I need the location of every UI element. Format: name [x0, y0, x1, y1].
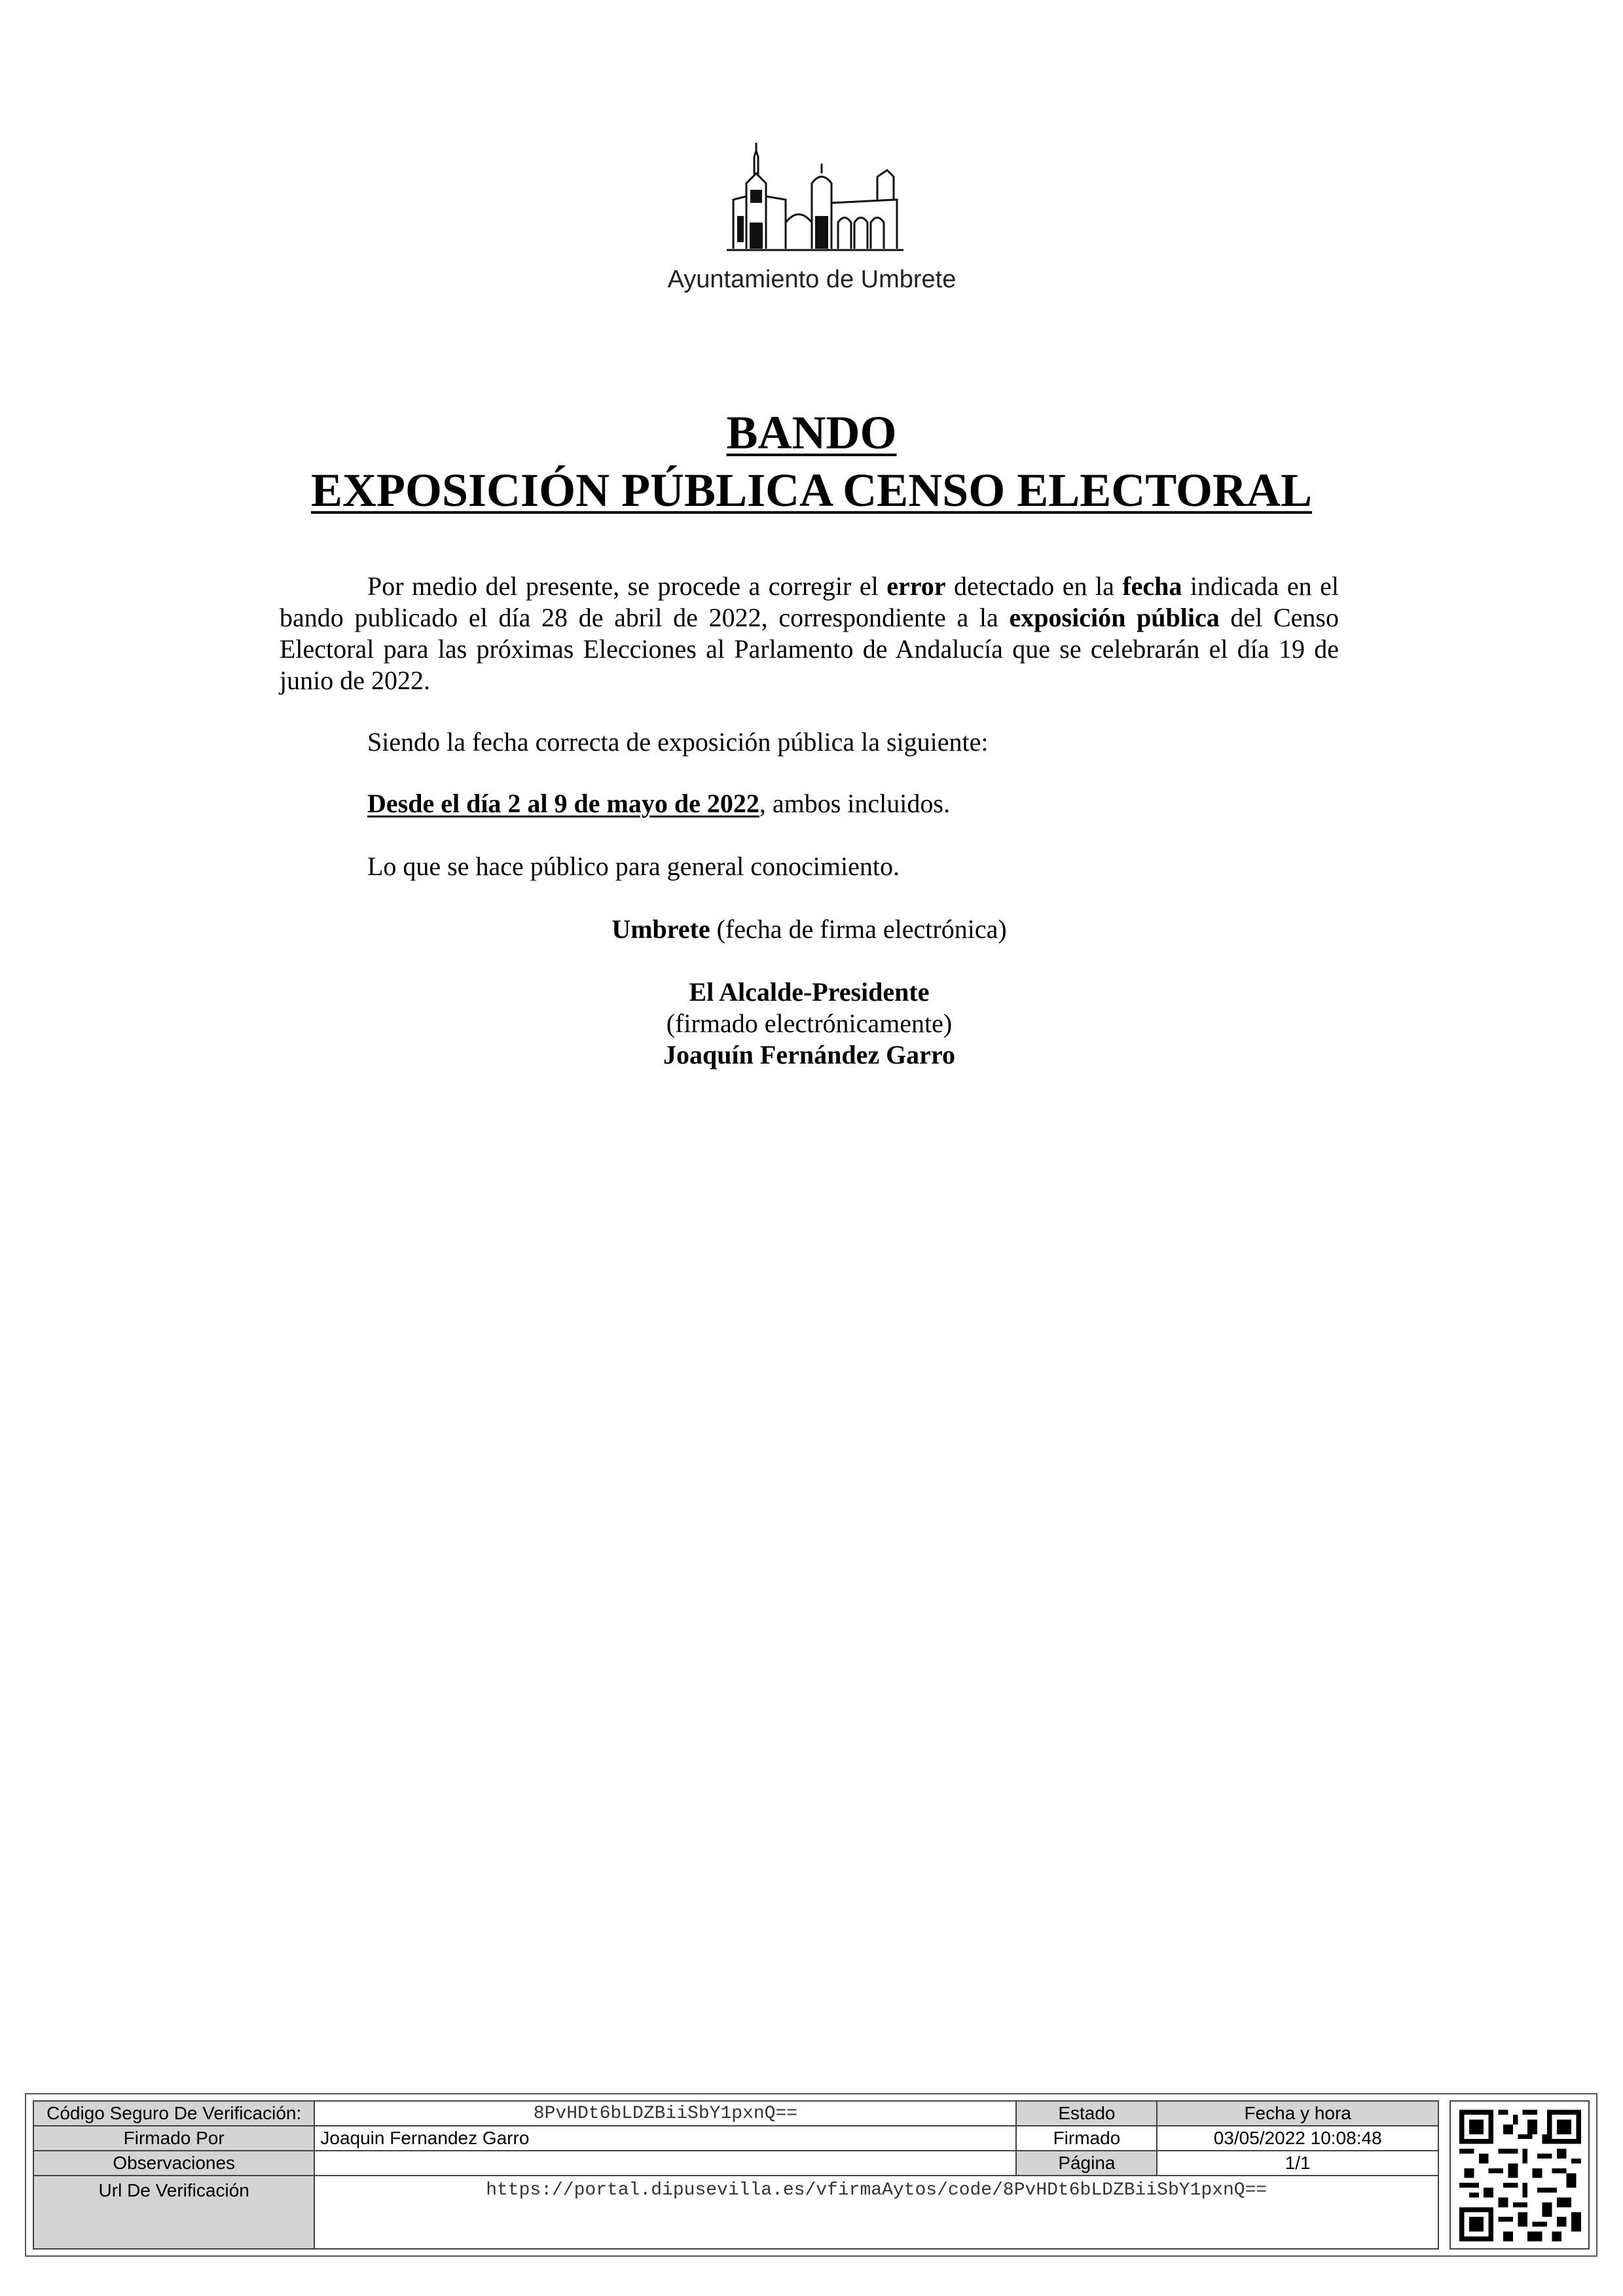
table-row — [33, 2176, 1438, 2249]
table-row — [33, 2151, 1438, 2176]
estado-label: Estado — [1016, 2101, 1157, 2126]
document-subtitle: EXPOSICIÓN PÚBLICA CENSO ELECTORAL — [310, 464, 1312, 516]
intro-paragraph — [280, 571, 1339, 696]
qr-code[interactable] — [1450, 2100, 1590, 2250]
estado-value: Firmado — [1016, 2126, 1157, 2151]
text-run: Por medio del presente, se procede a corregir el — [367, 571, 887, 601]
firmado-label: Firmado Por — [33, 2126, 314, 2151]
town-hall-icon — [714, 137, 910, 255]
observaciones-label: Observaciones — [33, 2151, 314, 2176]
date-range-bold: Desde el día 2 al 9 de mayo de 2022 — [367, 789, 759, 818]
signatory-name: Joaquín Fernández Garro — [663, 1040, 955, 1069]
qr-code-icon — [1459, 2109, 1581, 2242]
correct-date-intro: Siendo la fecha correcta de exposición pública la siguiente: — [367, 727, 989, 757]
text-run: indicada en el bando publicado el día 28 de abril de 2022, correspondiente a la — [280, 571, 1339, 632]
text-run: del Censo Electoral para las próximas Elecciones al Parlamento de Andalucía que se celebrarán el día 19 de junio de 2022. — [280, 603, 1340, 695]
fecha-value: 03/05/2022 10:08:48 — [1157, 2126, 1438, 2151]
firmado-value: Joaquin Fernandez Garro — [314, 2126, 1016, 2151]
text-run-bold: exposición pública — [1009, 603, 1220, 632]
signatory-role: El Alcalde-Presidente — [689, 977, 930, 1007]
verification-table — [33, 2100, 1439, 2250]
closing-statement: Lo que se hace público para general conocimiento. — [367, 852, 900, 881]
verification-url[interactable]: https://portal.dipusevilla.es/vfirmaAytos/code/8PvHDt6bLDZBiiSbY1pxnQ== — [314, 2176, 1438, 2249]
fecha-label: Fecha y hora — [1157, 2101, 1438, 2126]
url-label: Url De Verificación — [33, 2176, 314, 2249]
text-run: , ambos incluidos. — [759, 789, 950, 818]
municipal-logo — [655, 137, 969, 308]
csv-label: Código Seguro De Verificación: — [33, 2101, 314, 2126]
place-date — [280, 914, 1339, 945]
correct-date-range — [367, 788, 950, 819]
text-run-bold: error — [886, 571, 946, 601]
pagina-value: 1/1 — [1157, 2151, 1438, 2176]
municipality-name: Ayuntamiento de Umbrete — [667, 266, 957, 293]
signature-note: (firmado electrónicamente) — [666, 1009, 953, 1038]
text-run: detectado en la — [945, 571, 1123, 601]
table-row — [33, 2126, 1438, 2151]
pagina-label: Página — [1016, 2151, 1157, 2176]
place-name: Umbrete — [611, 914, 710, 944]
text-run: (fecha de firma electrónica) — [710, 914, 1007, 944]
document-title: BANDO — [726, 406, 897, 459]
csv-value: 8PvHDt6bLDZBiiSbY1pxnQ== — [314, 2101, 1016, 2126]
table-row — [33, 2101, 1438, 2126]
observaciones-value — [314, 2151, 1016, 2176]
text-run-bold: fecha — [1122, 571, 1182, 601]
